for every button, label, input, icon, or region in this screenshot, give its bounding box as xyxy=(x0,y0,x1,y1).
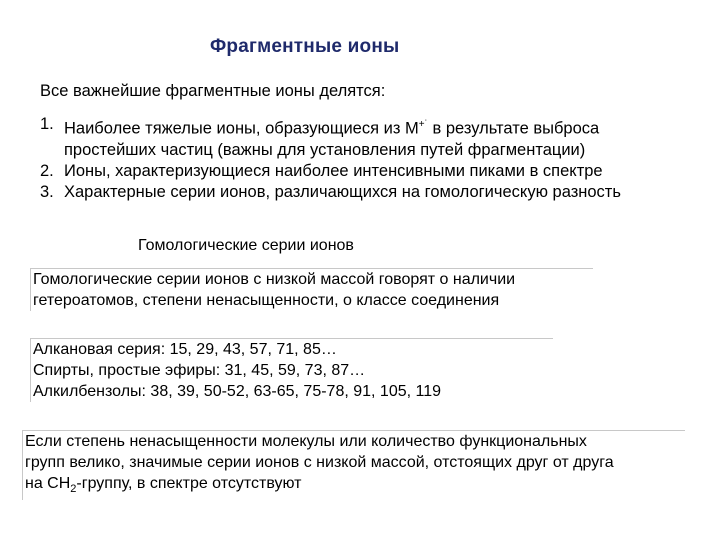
slide-title: Фрагментные ионы xyxy=(210,36,400,57)
alcohol-ether-series: Спирты, простые эфиры: 31, 45, 59, 73, 87… xyxy=(33,362,366,379)
radical-cation-superscript: +˙ xyxy=(418,119,428,130)
list-number: 2. xyxy=(40,161,54,180)
text-line xyxy=(25,473,685,500)
list-item xyxy=(40,114,684,161)
list-item xyxy=(40,182,684,203)
alkane-series: Алкановая серия: 15, 29, 43, 57, 71, 85… xyxy=(33,341,337,358)
list-text-second-line: простейших частиц (важны для установления путей фрагментации) xyxy=(64,140,586,159)
unsaturation-note xyxy=(22,430,685,500)
list-text: Ионы, характеризующиеся наиболее интенсивными пиками в спектре xyxy=(64,161,603,180)
homologous-series-note xyxy=(30,268,593,311)
subscript: 2 xyxy=(70,483,77,496)
text-fragment: на CH xyxy=(25,475,71,492)
ion-series-list xyxy=(30,338,553,402)
text-line: Гомологические серии ионов с низкой массой говорят о наличии xyxy=(33,271,516,288)
list-number: 1. xyxy=(40,115,54,133)
list-item xyxy=(40,161,684,182)
text-fragment: -группу, в спектре отсутствуют xyxy=(76,475,302,492)
section-subtitle: Гомологические серии ионов xyxy=(138,237,354,254)
fragment-ion-list xyxy=(40,114,684,203)
text-line: Если степень ненасыщенности молекулы или количество функциональных xyxy=(25,433,587,450)
list-text: Наиболее тяжелые ионы, образующиеся из M xyxy=(64,119,419,138)
text-line: гетероатомов, степени ненасыщенности, о классе соединения xyxy=(33,292,500,309)
intro-text: Все важнейшие фрагментные ионы делятся: xyxy=(40,82,386,100)
list-number: 3. xyxy=(40,182,54,201)
text-line: групп велико, значимые серии ионов с низкой массой, отстоящих друг от друга xyxy=(25,454,614,471)
alkylbenzene-series: Алкилбензолы: 38, 39, 50-52, 63-65, 75-78, 91, 105, 119 xyxy=(33,383,442,400)
list-text: Характерные серии ионов, различающихся на гомологическую разность xyxy=(64,182,621,201)
list-text-continued: в результате выброса xyxy=(427,119,600,138)
